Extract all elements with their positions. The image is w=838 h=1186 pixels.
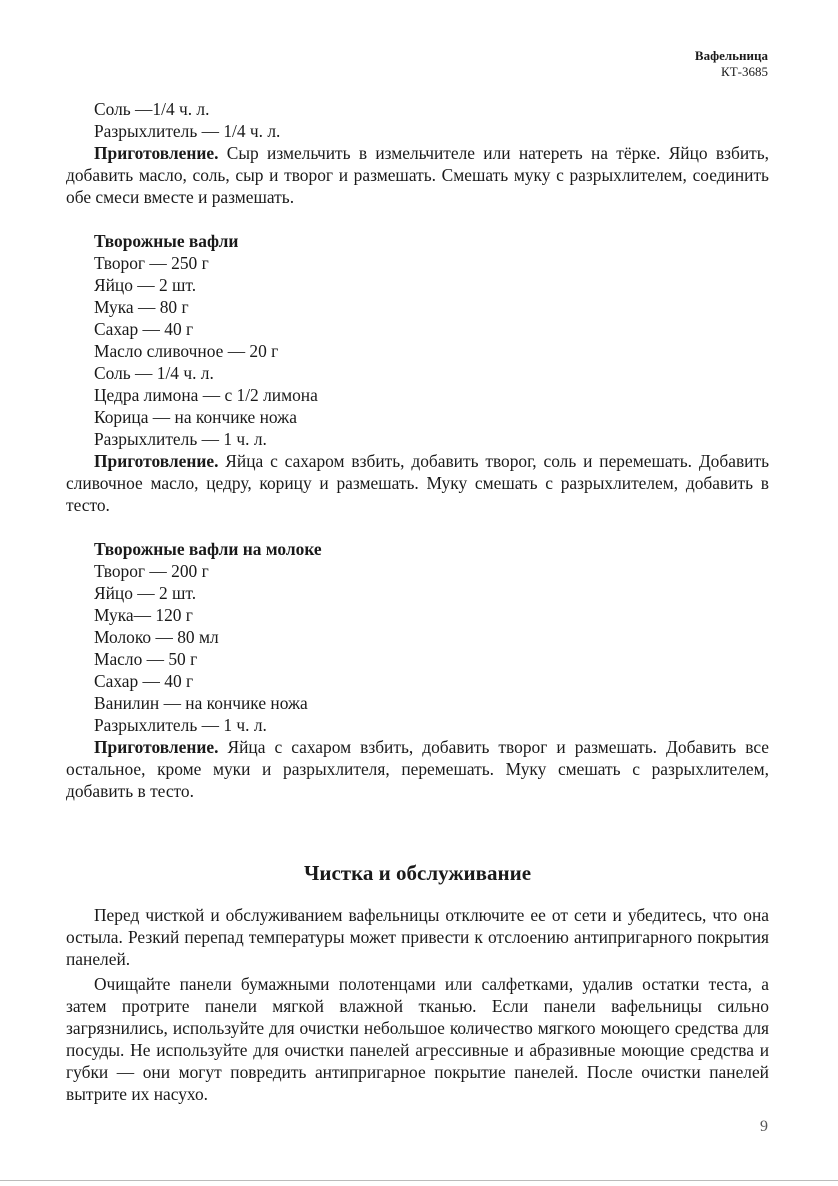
recipe-continued xyxy=(66,98,769,208)
ingredient-line: Соль —1/4 ч. л. xyxy=(94,99,210,119)
section-title: Чистка и обслуживание xyxy=(303,861,532,885)
recipe-title: Творожные вафли на молоке xyxy=(94,539,322,559)
ingredient-line: Корица — на кончике ножа xyxy=(94,407,297,427)
page-content xyxy=(66,98,769,1108)
running-header xyxy=(695,48,768,80)
ingredient-line: Масло сливочное — 20 г xyxy=(94,341,279,361)
ingredient-line: Разрыхлитель — 1 ч. л. xyxy=(94,429,267,449)
bottom-divider xyxy=(0,1180,838,1181)
ingredient-line: Яйцо — 2 шт. xyxy=(94,275,197,295)
recipe-title: Творожные вафли xyxy=(94,231,239,251)
ingredient-line: Сахар — 40 г xyxy=(94,671,194,691)
ingredient-line: Творог — 200 г xyxy=(94,561,209,581)
preparation-label: Приготовление. xyxy=(94,451,219,471)
header-model: КТ-3685 xyxy=(721,64,768,79)
preparation-paragraph xyxy=(66,142,769,208)
ingredient-line: Ванилин — на кончике ножа xyxy=(94,693,308,713)
ingredient-line: Молоко — 80 мл xyxy=(94,627,219,647)
ingredient-line: Сахар — 40 г xyxy=(94,319,194,339)
cleaning-section xyxy=(66,862,769,1105)
preparation-text: Яйца с сахаром взбить, добавить творог и размешать. Добавить все остальное, кроме муки и разрыхлителя, перемешать. Муку смешать с разрыхлителем, добавить в тесто. xyxy=(66,737,769,801)
ingredient-line: Соль — 1/4 ч. л. xyxy=(94,363,214,383)
cleaning-paragraph: Очищайте панели бумажными полотенцами или салфетками, удалив остатки теста, а затем протрите панели мягкой влажной тканью. Если панели вафельницы сильно загрязнились, используйте для очистки небольшое количество мягкого моющего средства для посуды. Не используйте для очистки панелей агрессивные и абразивные моющие средства и губки — они могут повредить антипригарное покрытие панелей. После очистки панелей вытрите их насухо. xyxy=(66,974,769,1104)
ingredient-line: Масло — 50 г xyxy=(94,649,198,669)
header-title: Вафельница xyxy=(694,48,768,63)
ingredient-line: Разрыхлитель — 1/4 ч. л. xyxy=(94,121,281,141)
ingredient-line: Мука — 80 г xyxy=(94,297,189,317)
preparation-label: Приготовление. xyxy=(94,143,219,163)
preparation-paragraph xyxy=(66,736,769,802)
ingredient-line: Творог — 250 г xyxy=(94,253,209,273)
preparation-paragraph xyxy=(66,450,769,516)
ingredient-line: Мука— 120 г xyxy=(94,605,193,625)
ingredient-line: Разрыхлитель — 1 ч. л. xyxy=(94,715,267,735)
preparation-text: Яйца с сахаром взбить, добавить творог, соль и перемешать. Добавить сливочное масло, цедру, корицу и размешать. Муку смешать с разрыхлителем, добавить в тесто. xyxy=(66,451,769,515)
recipe-cottage-waffles xyxy=(66,230,769,516)
preparation-label: Приготовление. xyxy=(94,737,219,757)
recipe-cottage-waffles-milk xyxy=(66,538,769,802)
page-number: 9 xyxy=(760,1118,768,1135)
ingredient-line: Яйцо — 2 шт. xyxy=(94,583,197,603)
ingredient-line: Цедра лимона — с 1/2 лимона xyxy=(94,385,318,405)
preparation-text: Сыр измельчить в измельчителе или натереть на тёрке. Яйцо взбить, добавить масло, соль, сыр и творог и размешать. Смешать муку с разрыхлителем, соединить обе смеси вместе и размешать. xyxy=(66,143,769,207)
cleaning-paragraph: Перед чисткой и обслуживанием вафельницы отключите ее от сети и убедитесь, что она остыла. Резкий перепад температуры может привести к отслоению антипригарного покрытия панелей. xyxy=(66,905,769,969)
